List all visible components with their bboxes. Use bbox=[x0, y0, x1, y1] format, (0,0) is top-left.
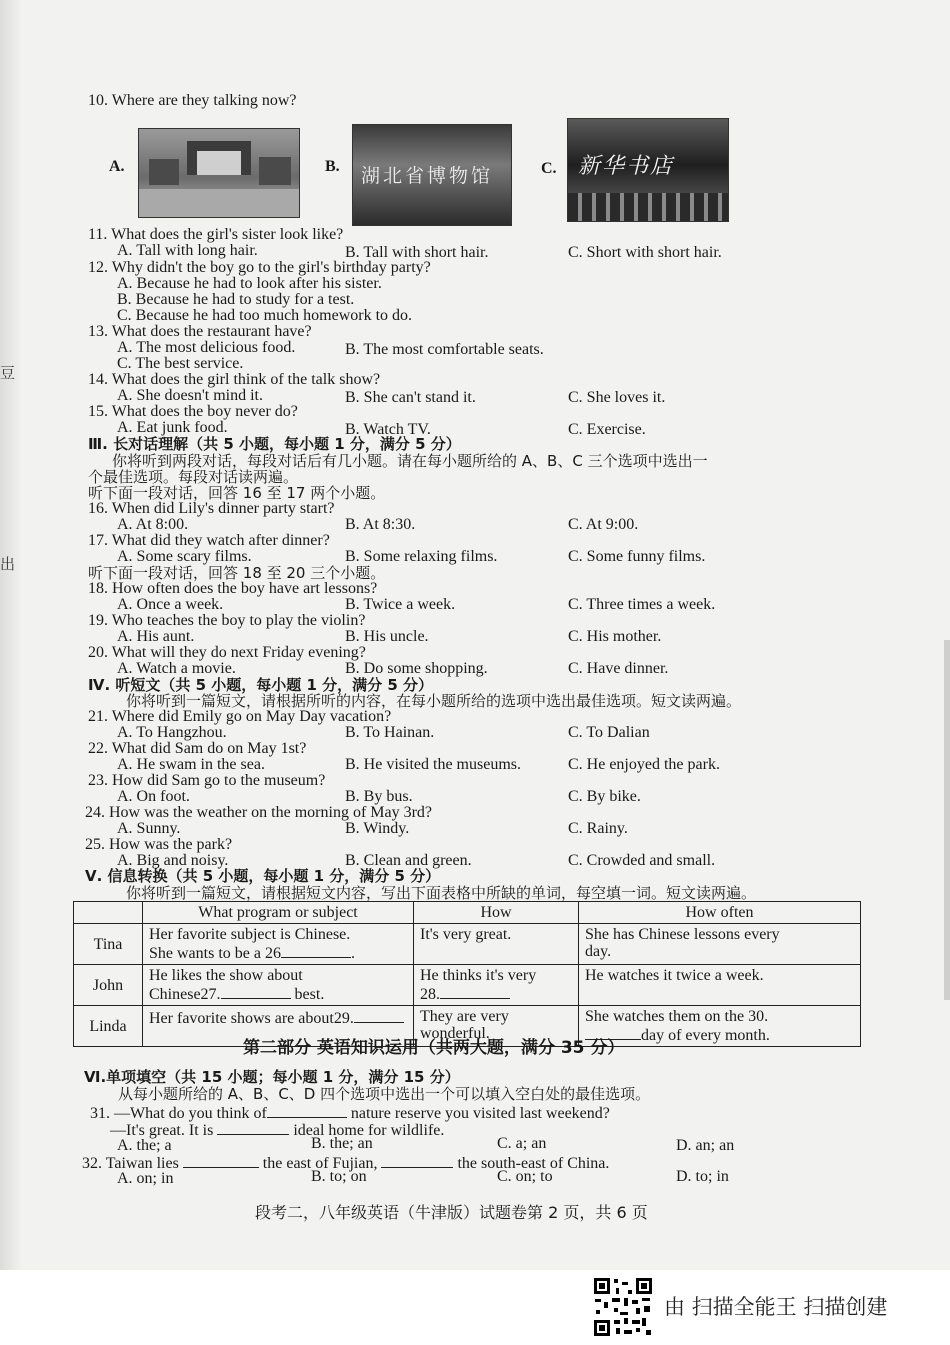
option-18-c: C. Three times a week. bbox=[568, 596, 716, 613]
option-32-c: C. on; to bbox=[497, 1168, 553, 1185]
section-instruction: 从每小题所给的 A、B、C、D 四个选项中选出一个可以填入空白处的最佳选项。 bbox=[118, 1085, 651, 1103]
table-row bbox=[74, 965, 861, 1006]
section-instruction: 你将听到一篇短文，请根据所听的内容，在每小题所给的选项中选出最佳选项。短文读两遍。 bbox=[126, 692, 742, 710]
cell-text: best. bbox=[294, 986, 325, 1003]
cell-line: She watches them on the 30. bbox=[585, 1008, 769, 1025]
option-15-b: B. Watch TV. bbox=[345, 421, 431, 438]
option-22-a: A. He swam in the sea. bbox=[117, 756, 265, 773]
option-24-a: A. Sunny. bbox=[117, 820, 181, 837]
option-31-b: B. the; an bbox=[311, 1135, 373, 1152]
question-10: 10. Where are they talking now? bbox=[88, 92, 297, 109]
dialogue-instruction: 听下面一段对话，回答 16 至 17 两个小题。 bbox=[88, 484, 386, 502]
table-cell bbox=[579, 924, 861, 965]
page-footer: 段考二，八年级英语（牛津版）试题卷第 2 页，共 6 页 bbox=[255, 1203, 648, 1222]
cell-text: Her favorite shows are about29. bbox=[149, 1010, 354, 1027]
option-20-c: C. Have dinner. bbox=[568, 660, 669, 677]
option-24-b: B. Windy. bbox=[345, 820, 410, 837]
cell-text: day of every month. bbox=[641, 1027, 770, 1044]
option-32-a: A. on; in bbox=[117, 1170, 174, 1187]
table-cell bbox=[143, 924, 414, 965]
answer-blank-26[interactable] bbox=[281, 943, 351, 958]
option-letter: B. bbox=[325, 158, 340, 175]
section-instruction: 你将听到一篇短文，请根据短文内容，写出下面表格中所缺的单词，每空填一词。短文读两遍。 bbox=[126, 884, 757, 902]
option-19-a: A. His aunt. bbox=[117, 628, 195, 645]
question-20: 20. What will they do next Friday evening? bbox=[88, 644, 366, 661]
question-19: 19. Who teaches the boy to play the violin? bbox=[88, 612, 366, 629]
option-18-a: A. Once a week. bbox=[117, 596, 224, 613]
table-row bbox=[74, 924, 861, 965]
answer-blank[interactable] bbox=[267, 1103, 347, 1118]
table-header-cell bbox=[74, 902, 143, 924]
page-right-edge bbox=[944, 640, 950, 1000]
cell-text: Chinese27. bbox=[149, 986, 221, 1003]
option-17-a: A. Some scary films. bbox=[117, 548, 252, 565]
cell-line: wonderful. bbox=[420, 1025, 490, 1042]
option-17-b: B. Some relaxing films. bbox=[345, 548, 498, 565]
cell-line bbox=[420, 984, 572, 1003]
question-text: the east of Fujian, bbox=[262, 1155, 378, 1172]
margin-char: 出 bbox=[0, 555, 16, 573]
option-21-a: A. To Hangzhou. bbox=[117, 724, 227, 741]
qr-code-icon bbox=[592, 1276, 654, 1338]
option-16-c: C. At 9:00. bbox=[568, 516, 639, 533]
cell-line: He likes the show about bbox=[149, 967, 303, 984]
option-14-b: B. She can't stand it. bbox=[345, 389, 476, 406]
table-header-cell: How often bbox=[579, 902, 861, 924]
option-12-b: B. Because he had to study for a test. bbox=[117, 291, 355, 308]
cell-line: Her favorite subject is Chinese. bbox=[149, 926, 351, 943]
answer-blank[interactable] bbox=[381, 1153, 453, 1168]
option-25-b: B. Clean and green. bbox=[345, 852, 472, 869]
option-19-c: C. His mother. bbox=[568, 628, 662, 645]
option-12-c: C. Because he had too much homework to do. bbox=[117, 307, 413, 324]
question-15: 15. What does the boy never do? bbox=[88, 403, 298, 420]
option-20-b: B. Do some shopping. bbox=[345, 660, 488, 677]
cell-line: He watches it twice a week. bbox=[585, 967, 764, 984]
option-11-b: B. Tall with short hair. bbox=[345, 244, 489, 261]
question-text: nature reserve you visited last weekend? bbox=[350, 1105, 610, 1122]
cell-line bbox=[149, 1008, 407, 1027]
option-19-b: B. His uncle. bbox=[345, 628, 429, 645]
option-22-c: C. He enjoyed the park. bbox=[568, 756, 720, 773]
section-instruction: 你将听到两段对话，每段对话后有几小题。请在每小题所给的 A、B、C 三个选项中选出一 bbox=[112, 452, 708, 470]
question-text: ideal home for wildlife. bbox=[293, 1122, 445, 1139]
scanner-label: 由 扫描全能王 扫描创建 bbox=[664, 1295, 888, 1319]
cell-line: It's very great. bbox=[420, 926, 512, 943]
option-32-d: D. to; in bbox=[676, 1168, 729, 1185]
question-17: 17. What did they watch after dinner? bbox=[88, 532, 330, 549]
option-21-c: C. To Dalian bbox=[568, 724, 650, 741]
cell-line: He thinks it's very bbox=[420, 967, 537, 984]
table-cell bbox=[414, 924, 579, 965]
question-text: the south-east of China. bbox=[457, 1155, 610, 1172]
dialogue-instruction: 听下面一段对话，回答 18 至 20 三个小题。 bbox=[88, 564, 386, 582]
section-title: 第二部分 英语知识运用（共两大题，满分 35 分） bbox=[243, 1038, 625, 1058]
cell-line: They are very bbox=[420, 1008, 509, 1025]
question-11: 11. What does the girl's sister look like? bbox=[88, 226, 344, 243]
museum-sign-text: 湖北省博物馆 bbox=[361, 165, 494, 187]
option-18-b: B. Twice a week. bbox=[345, 596, 456, 613]
answer-blank-27[interactable] bbox=[221, 984, 291, 999]
option-17-c: C. Some funny films. bbox=[568, 548, 706, 565]
question-text: 32. Taiwan lies bbox=[82, 1155, 179, 1172]
option-20-a: A. Watch a movie. bbox=[117, 660, 236, 677]
option-31-c: C. a; an bbox=[497, 1135, 547, 1152]
section-heading-3: Ⅲ. 长对话理解（共 5 小题，每小题 1 分，满分 5 分） bbox=[88, 435, 461, 453]
option-13-c: C. The best service. bbox=[117, 355, 244, 372]
option-23-c: C. By bike. bbox=[568, 788, 641, 805]
question-14: 14. What does the girl think of the talk show? bbox=[88, 371, 381, 388]
bookstore-sign-photo bbox=[567, 118, 729, 222]
info-table bbox=[73, 901, 861, 1047]
option-15-c: C. Exercise. bbox=[568, 421, 646, 438]
option-13-b: B. The most comfortable seats. bbox=[345, 341, 544, 358]
option-32-b: B. to; on bbox=[311, 1168, 367, 1185]
option-22-b: B. He visited the museums. bbox=[345, 756, 521, 773]
option-letter: A. bbox=[109, 158, 125, 175]
option-16-a: A. At 8:00. bbox=[117, 516, 189, 533]
option-11-c: C. Short with short hair. bbox=[568, 244, 722, 261]
option-25-a: A. Big and noisy. bbox=[117, 852, 229, 869]
table-cell bbox=[143, 965, 414, 1006]
option-31-a: A. the; a bbox=[117, 1137, 172, 1154]
campus-gate-photo bbox=[138, 128, 300, 218]
option-14-c: C. She loves it. bbox=[568, 389, 666, 406]
section-heading-4: Ⅳ. 听短文（共 5 小题，每小题 1 分，满分 5 分） bbox=[88, 676, 434, 694]
page-left-edge bbox=[0, 0, 22, 1270]
table-header-cell: How bbox=[414, 902, 579, 924]
question-text: —It's great. It is bbox=[110, 1122, 214, 1139]
section-heading-6: Ⅵ.单项填空（共 15 小题；每小题 1 分，满分 15 分） bbox=[84, 1068, 460, 1086]
table-header-cell: What program or subject bbox=[143, 902, 414, 924]
answer-blank-29[interactable] bbox=[354, 1008, 404, 1023]
answer-blank[interactable] bbox=[183, 1153, 259, 1168]
answer-blank[interactable] bbox=[217, 1120, 289, 1135]
option-12-a: A. Because he had to look after his sister. bbox=[117, 275, 382, 292]
question-21: 21. Where did Emily go on May Day vacation? bbox=[88, 708, 392, 725]
table-cell bbox=[579, 965, 861, 1006]
row-name: John bbox=[74, 965, 143, 1006]
cell-text: She wants to be a 26 bbox=[149, 945, 281, 962]
table-cell bbox=[414, 965, 579, 1006]
option-21-b: B. To Hainan. bbox=[345, 724, 435, 741]
answer-blank-28[interactable] bbox=[440, 984, 510, 999]
section-heading-5: Ⅴ. 信息转换（共 5 小题，每小题 1 分，满分 5 分） bbox=[85, 867, 441, 885]
cell-text: 28. bbox=[420, 986, 440, 1003]
option-23-b: B. By bus. bbox=[345, 788, 413, 805]
question-18: 18. How often does the boy have art lessons? bbox=[88, 580, 378, 597]
cell-line: She wants to be a 26 . bbox=[149, 945, 355, 962]
table-header-row bbox=[74, 902, 861, 924]
question-23: 23. How did Sam go to the museum? bbox=[88, 772, 326, 789]
option-16-b: B. At 8:30. bbox=[345, 516, 416, 533]
cell-line: She has Chinese lessons every bbox=[585, 926, 780, 943]
option-25-c: C. Crowded and small. bbox=[568, 852, 716, 869]
option-letter: C. bbox=[541, 160, 557, 177]
cell-line bbox=[149, 984, 407, 1003]
option-14-a: A. She doesn't mind it. bbox=[117, 387, 263, 404]
question-16: 16. When did Lily's dinner party start? bbox=[88, 500, 335, 517]
question-13: 13. What does the restaurant have? bbox=[88, 323, 312, 340]
option-13-a: A. The most delicious food. bbox=[117, 339, 296, 356]
option-24-c: C. Rainy. bbox=[568, 820, 628, 837]
row-name: Linda bbox=[74, 1006, 143, 1047]
option-31-d: D. an; an bbox=[676, 1137, 735, 1154]
option-11-a: A. Tall with long hair. bbox=[117, 242, 258, 259]
section-instruction: 个最佳选项。每段对话读两遍。 bbox=[88, 468, 299, 486]
question-25: 25. How was the park? bbox=[85, 836, 233, 853]
scanner-footer bbox=[0, 1270, 950, 1345]
row-name: Tina bbox=[74, 924, 143, 965]
bookstore-sign-text: 新华书店 bbox=[578, 154, 675, 179]
cell-line: day. bbox=[585, 943, 612, 960]
option-23-a: A. On foot. bbox=[117, 788, 190, 805]
question-24: 24. How was the weather on the morning of May 3rd? bbox=[85, 804, 433, 821]
cell-line bbox=[585, 1025, 854, 1044]
question-22: 22. What did Sam do on May 1st? bbox=[88, 740, 307, 757]
option-15-a: A. Eat junk food. bbox=[117, 419, 228, 436]
margin-char: 豆 bbox=[0, 364, 16, 382]
question-text: 31. —What do you think of bbox=[90, 1105, 267, 1122]
question-12: 12. Why didn't the boy go to the girl's birthday party? bbox=[88, 259, 431, 276]
museum-sign-photo bbox=[352, 124, 512, 226]
